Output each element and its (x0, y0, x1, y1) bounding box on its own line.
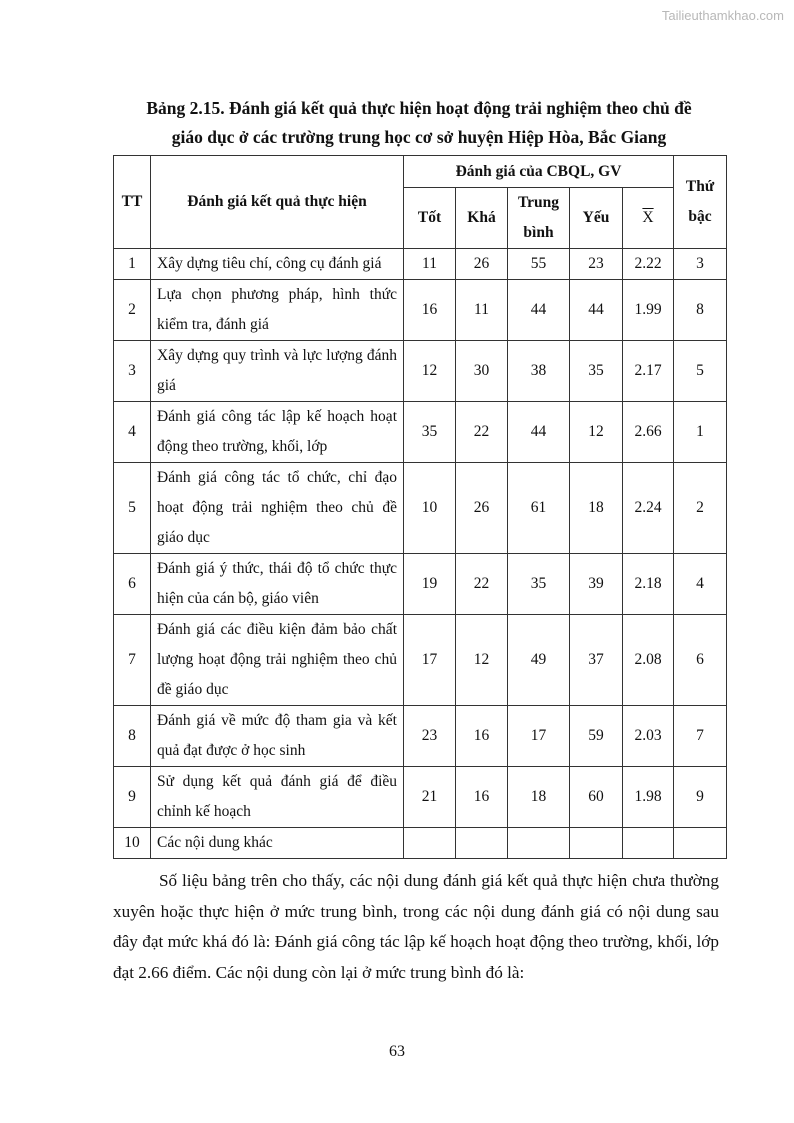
row-tt: 10 (114, 828, 151, 859)
row-content: Đánh giá công tác lập kế hoạch hoạt động theo trường, khối, lớp (151, 402, 404, 463)
header-content: Đánh giá kết quả thực hiện (151, 156, 404, 249)
row-rank: 9 (674, 767, 727, 828)
page-number: 63 (389, 1043, 405, 1060)
row-rank: 1 (674, 402, 727, 463)
row-mean: 2.18 (623, 554, 674, 615)
table-row (114, 402, 727, 463)
row-kha: 16 (456, 706, 508, 767)
row-content: Các nội dung khác (151, 828, 404, 859)
row-mean: 2.24 (623, 463, 674, 554)
mean-symbol: $\overline{X}$ (642, 209, 654, 226)
row-trung-binh (508, 828, 570, 859)
row-tot: 16 (404, 280, 456, 341)
row-kha: 12 (456, 615, 508, 706)
row-rank: 7 (674, 706, 727, 767)
row-kha: 26 (456, 463, 508, 554)
row-yeu (570, 828, 623, 859)
row-yeu: 39 (570, 554, 623, 615)
row-tt: 8 (114, 706, 151, 767)
row-yeu: 23 (570, 249, 623, 280)
row-tot: 35 (404, 402, 456, 463)
table-row (114, 341, 727, 402)
row-kha (456, 828, 508, 859)
row-content: Xây dựng tiêu chí, công cụ đánh giá (151, 249, 404, 280)
row-mean: 2.03 (623, 706, 674, 767)
row-tot: 12 (404, 341, 456, 402)
row-rank: 5 (674, 341, 727, 402)
row-kha: 11 (456, 280, 508, 341)
row-tot: 19 (404, 554, 456, 615)
watermark: Tailieuthamkhao.com (661, 8, 784, 23)
row-tt: 7 (114, 615, 151, 706)
row-kha: 16 (456, 767, 508, 828)
row-mean (623, 828, 674, 859)
row-trung-binh: 44 (508, 402, 570, 463)
row-content: Xây dựng quy trình và lực lượng đánh giá (151, 341, 404, 402)
row-tt: 2 (114, 280, 151, 341)
row-tt: 9 (114, 767, 151, 828)
row-rank: 4 (674, 554, 727, 615)
row-rank: 6 (674, 615, 727, 706)
header-tot: Tốt (404, 188, 456, 249)
row-yeu: 18 (570, 463, 623, 554)
row-trung-binh: 35 (508, 554, 570, 615)
row-trung-binh: 17 (508, 706, 570, 767)
row-kha: 30 (456, 341, 508, 402)
row-tot: 11 (404, 249, 456, 280)
row-yeu: 37 (570, 615, 623, 706)
row-rank: 8 (674, 280, 727, 341)
table-row (114, 767, 727, 828)
table-row (114, 280, 727, 341)
header-trung-binh: Trung bình (508, 188, 570, 249)
row-yeu: 60 (570, 767, 623, 828)
body-paragraph: Số liệu bảng trên cho thấy, các nội dung đánh giá kết quả thực hiện chưa thường xuyên hoặc thực hiện ở mức trung bình, trong các nội dung đánh giá có nội dung sau đây đạt mức khá đó là: Đánh giá công tác lập kế hoạch hoạt động theo trường, khối, lớp đạt 2.66 điểm. Các nội dung còn lại ở mức trung bình đó là: (113, 871, 719, 982)
caption-line-1: Bảng 2.15. Đánh giá kết quả thực hiện hoạt động trải nghiệm theo chủ đề (146, 98, 692, 118)
row-kha: 22 (456, 554, 508, 615)
row-tt: 1 (114, 249, 151, 280)
row-trung-binh: 18 (508, 767, 570, 828)
row-yeu: 44 (570, 280, 623, 341)
row-mean: 2.22 (623, 249, 674, 280)
row-content: Sử dụng kết quả đánh giá để điều chỉnh kế hoạch (151, 767, 404, 828)
row-yeu: 12 (570, 402, 623, 463)
header-tt: TT (114, 156, 151, 249)
row-trung-binh: 61 (508, 463, 570, 554)
row-tot: 21 (404, 767, 456, 828)
table-row (114, 706, 727, 767)
table-row (114, 463, 727, 554)
header-mean (623, 188, 674, 249)
row-trung-binh: 38 (508, 341, 570, 402)
header-rank: Thứ bậc (674, 156, 727, 249)
row-kha: 26 (456, 249, 508, 280)
row-mean: 1.98 (623, 767, 674, 828)
row-yeu: 35 (570, 341, 623, 402)
row-tot: 23 (404, 706, 456, 767)
row-rank (674, 828, 727, 859)
row-tt: 5 (114, 463, 151, 554)
row-tot: 10 (404, 463, 456, 554)
header-yeu: Yếu (570, 188, 623, 249)
row-tot (404, 828, 456, 859)
row-mean: 2.66 (623, 402, 674, 463)
table-row (114, 828, 727, 859)
header-kha: Khá (456, 188, 508, 249)
row-tt: 3 (114, 341, 151, 402)
table-row (114, 249, 727, 280)
row-mean: 2.17 (623, 341, 674, 402)
row-mean: 1.99 (623, 280, 674, 341)
row-trung-binh: 55 (508, 249, 570, 280)
row-tot: 17 (404, 615, 456, 706)
row-trung-binh: 44 (508, 280, 570, 341)
row-content: Đánh giá về mức độ tham gia và kết quả đạt được ở học sinh (151, 706, 404, 767)
table-caption (113, 94, 725, 152)
row-content: Đánh giá công tác tổ chức, chỉ đạo hoạt động trải nghiệm theo chủ đề giáo dục (151, 463, 404, 554)
row-content: Đánh giá ý thức, thái độ tổ chức thực hiện của cán bộ, giáo viên (151, 554, 404, 615)
evaluation-table (113, 155, 727, 859)
row-tt: 6 (114, 554, 151, 615)
row-rank: 3 (674, 249, 727, 280)
row-kha: 22 (456, 402, 508, 463)
row-content: Lựa chọn phương pháp, hình thức kiểm tra, đánh giá (151, 280, 404, 341)
caption-line-2: giáo dục ở các trường trung học cơ sở huyện Hiệp Hòa, Bắc Giang (171, 127, 667, 147)
row-mean: 2.08 (623, 615, 674, 706)
table-row (114, 554, 727, 615)
row-rank: 2 (674, 463, 727, 554)
row-trung-binh: 49 (508, 615, 570, 706)
table-row (114, 615, 727, 706)
header-group: Đánh giá của CBQL, GV (404, 156, 674, 188)
row-tt: 4 (114, 402, 151, 463)
row-content: Đánh giá các điều kiện đảm bảo chất lượng hoạt động trải nghiệm theo chủ đề giáo dục (151, 615, 404, 706)
row-yeu: 59 (570, 706, 623, 767)
